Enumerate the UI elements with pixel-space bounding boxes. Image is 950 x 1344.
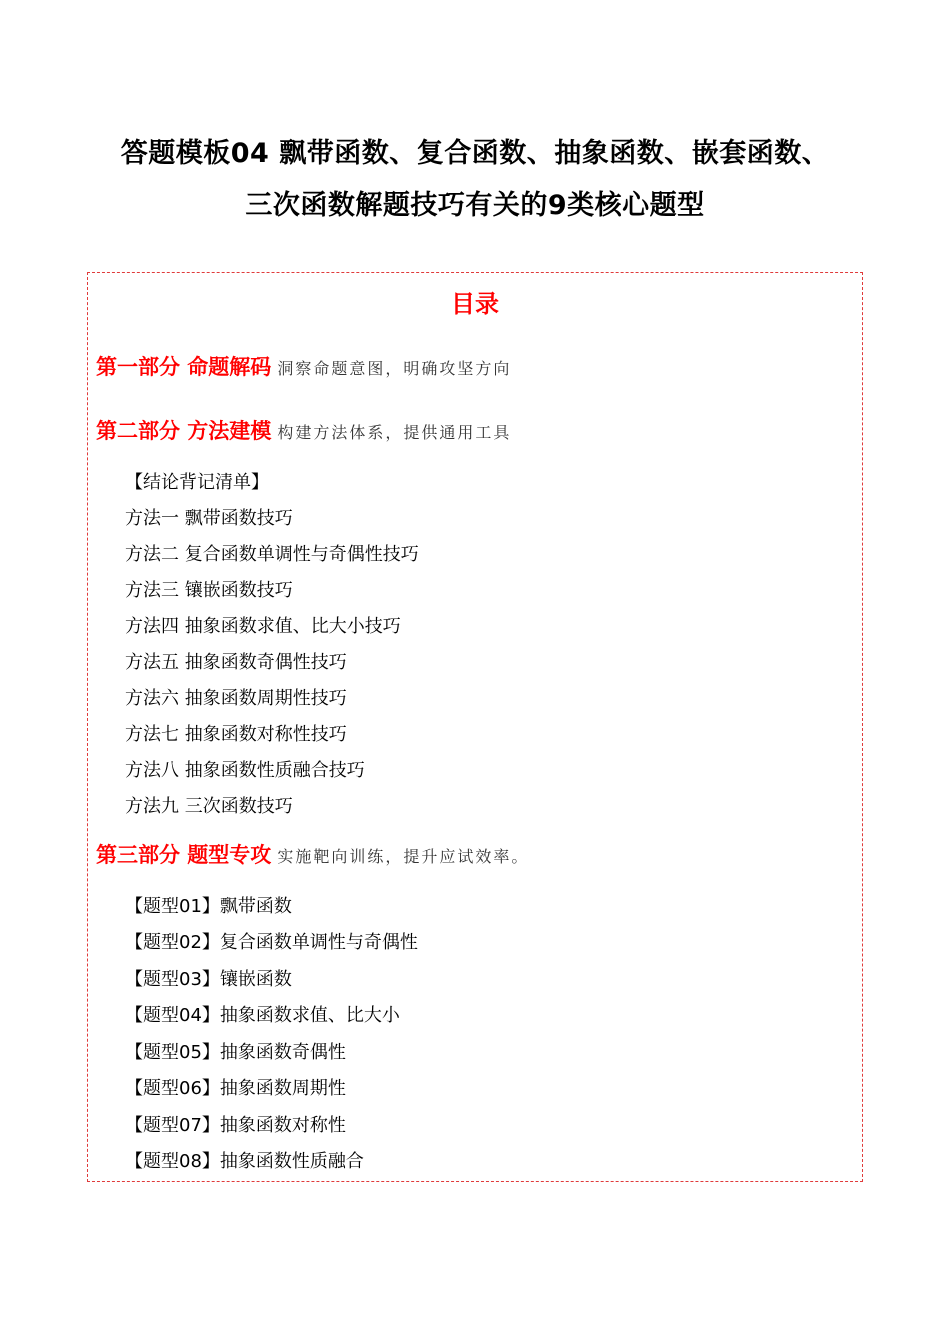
title-line-1: 答题模板04 飘带函数、复合函数、抽象函数、嵌套函数、 [120,138,830,169]
document-title [0,128,950,232]
toc-method-1[interactable]: 方法一 飘带函数技巧 [125,508,293,529]
toc-question-type-4[interactable]: 【题型04】抽象函数求值、比大小 [125,1005,400,1026]
toc-question-type-1[interactable]: 【题型01】飘带函数 [125,896,292,917]
toc-conclusion-list[interactable]: 【结论背记清单】 [125,472,269,493]
part-2-desc: 构建方法体系，提供通用工具 [277,423,512,442]
toc-method-3[interactable]: 方法三 镶嵌函数技巧 [125,580,293,601]
toc-method-5[interactable]: 方法五 抽象函数奇偶性技巧 [125,652,347,673]
toc-method-4[interactable]: 方法四 抽象函数求值、比大小技巧 [125,616,401,637]
toc-question-type-3[interactable]: 【题型03】镶嵌函数 [125,969,292,990]
part-1-label: 第一部分 命题解码 [96,355,272,379]
toc-question-type-2[interactable]: 【题型02】复合函数单调性与奇偶性 [125,932,418,953]
part-3-label: 第三部分 题型专攻 [96,843,272,867]
part-2-label: 第二部分 方法建模 [96,419,272,443]
toc-method-7[interactable]: 方法七 抽象函数对称性技巧 [125,724,347,745]
toc-heading: 目录 [451,290,499,318]
toc-question-type-7[interactable]: 【题型07】抽象函数对称性 [125,1115,346,1136]
toc-method-9[interactable]: 方法九 三次函数技巧 [125,796,293,817]
toc-method-8[interactable]: 方法八 抽象函数性质融合技巧 [125,760,365,781]
toc-question-type-8[interactable]: 【题型08】抽象函数性质融合 [125,1151,364,1172]
toc-part-1[interactable] [96,353,511,383]
toc-question-type-5[interactable]: 【题型05】抽象函数奇偶性 [125,1042,346,1063]
toc-method-6[interactable]: 方法六 抽象函数周期性技巧 [125,688,347,709]
table-of-contents [87,272,863,1182]
part-1-desc: 洞察命题意图，明确攻坚方向 [277,359,512,378]
toc-part-2[interactable] [96,417,511,447]
toc-method-2[interactable]: 方法二 复合函数单调性与奇偶性技巧 [125,544,419,565]
toc-part-3[interactable] [96,841,529,871]
toc-question-type-6[interactable]: 【题型06】抽象函数周期性 [125,1078,346,1099]
title-line-2: 三次函数解题技巧有关的9类核心题型 [245,190,705,221]
part-3-desc: 实施靶向训练，提升应试效率。 [277,847,530,866]
